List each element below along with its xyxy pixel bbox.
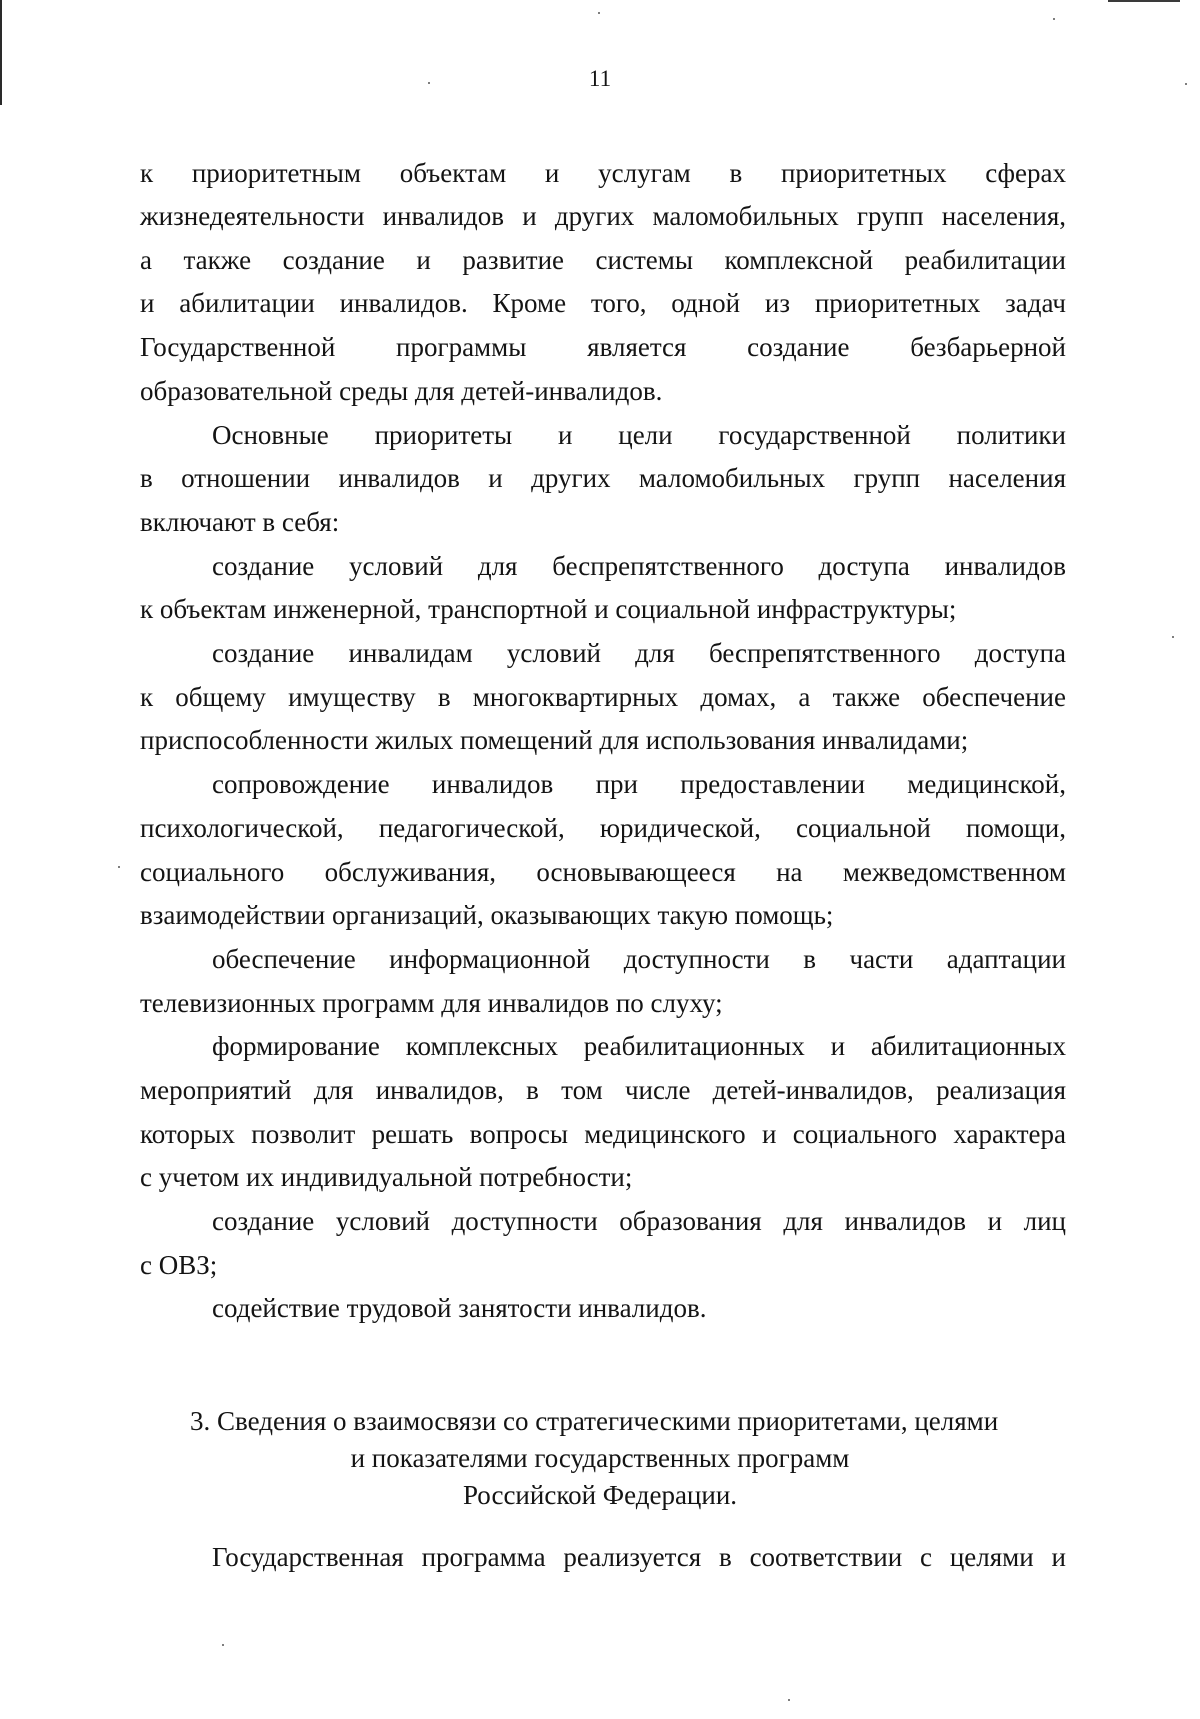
paragraph-line: взаимодействии организаций, оказывающих такую помощь; <box>140 900 834 930</box>
scan-speck <box>1172 636 1174 638</box>
scan-edge-top <box>1108 0 1180 2</box>
paragraph-line: формирование комплексных реабилитационных и абилитационных <box>212 1031 1066 1061</box>
paragraph-line: создание инвалидам условий для беспрепятственного доступа <box>212 638 1066 668</box>
paragraph-line: приспособленности жилых помещений для использования инвалидами; <box>140 725 969 755</box>
paragraph-line: включают в себя: <box>140 507 340 537</box>
scan-speck <box>118 866 120 868</box>
section-heading-line-1: 3. Сведения о взаимосвязи со стратегическими приоритетами, целями <box>190 1406 999 1436</box>
paragraph-line: к приоритетным объектам и услугам в приоритетных сферах <box>140 158 1066 188</box>
paragraph-line: телевизионных программ для инвалидов по слуху; <box>140 988 723 1018</box>
paragraph-line: и абилитации инвалидов. Кроме того, одной из приоритетных задач <box>140 288 1066 318</box>
paragraph-line: содействие трудовой занятости инвалидов. <box>212 1293 707 1323</box>
page-number: 11 <box>588 66 612 91</box>
section-heading-line-2: и показателями государственных программ <box>350 1443 850 1473</box>
paragraph-line: образовательной среды для детей-инвалидов. <box>140 376 663 406</box>
paragraph-line: социального обслуживания, основывающееся на межведомственном <box>140 857 1066 887</box>
paragraph-line: которых позволит решать вопросы медицинского и социального характера <box>140 1119 1066 1149</box>
section-heading-line-3: Российской Федерации. <box>462 1480 738 1510</box>
scan-speck <box>1053 18 1055 20</box>
paragraph-line: психологической, педагогической, юридической, социальной помощи, <box>140 813 1066 843</box>
paragraph-line: в отношении инвалидов и других маломобильных групп населения <box>140 463 1066 493</box>
paragraph-line: создание условий доступности образования для инвалидов и лиц <box>212 1206 1066 1236</box>
scan-speck <box>598 12 600 14</box>
paragraph-line: а также создание и развитие системы комплексной реабилитации <box>140 245 1066 275</box>
paragraph-line: к объектам инженерной, транспортной и социальной инфраструктуры; <box>140 594 957 624</box>
scan-speck <box>1185 83 1187 85</box>
paragraph-line-final: Государственная программа реализуется в соответствии с целями и <box>212 1542 1066 1572</box>
paragraph-line: жизнедеятельности инвалидов и других маломобильных групп населения, <box>140 201 1066 231</box>
paragraph-line: Основные приоритеты и цели государственной политики <box>212 420 1066 450</box>
paragraph-line: с учетом их индивидуальной потребности; <box>140 1162 633 1192</box>
paragraph-line: создание условий для беспрепятственного доступа инвалидов <box>212 551 1066 581</box>
scan-speck <box>428 82 430 84</box>
paragraph-line: сопровождение инвалидов при предоставлении медицинской, <box>212 769 1066 799</box>
scan-speck <box>788 1699 790 1701</box>
paragraph-line: с ОВЗ; <box>140 1250 218 1280</box>
paragraph-line: мероприятий для инвалидов, в том числе детей-инвалидов, реализация <box>140 1075 1066 1105</box>
paragraph-line: Государственной программы является создание безбарьерной <box>140 332 1066 362</box>
paragraph-line: к общему имуществу в многоквартирных домах, а также обеспечение <box>140 682 1066 712</box>
paragraph-line: обеспечение информационной доступности в части адаптации <box>212 944 1066 974</box>
scan-speck <box>222 1644 224 1646</box>
